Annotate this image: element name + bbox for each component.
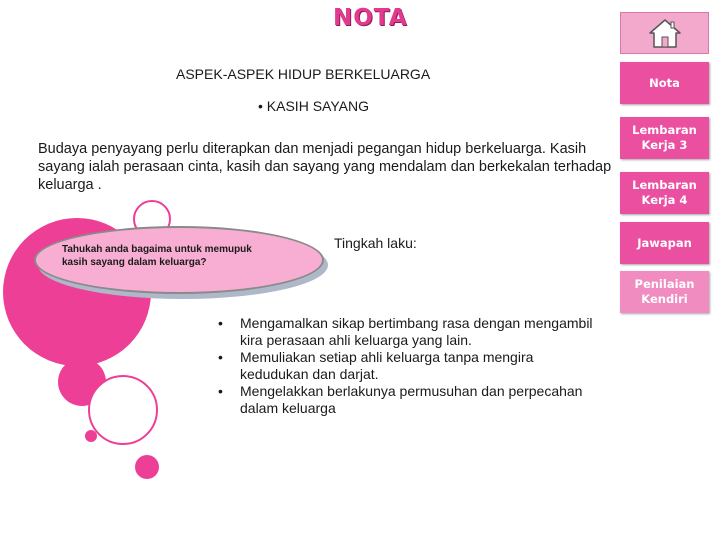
question-bubble-text: Tahukah anda bagaima untuk memupuk kasih sayang dalam keluarga?	[62, 244, 252, 268]
behaviour-title: Tingkah laku:	[334, 235, 417, 251]
behaviour-item: • Memuliakan setiap ahli keluarga tanpa mengira kedudukan dan darjat.	[220, 349, 600, 383]
section-heading: ASPEK-ASPEK HIDUP BERKELUARGA	[176, 66, 431, 82]
topic-heading: • KASIH SAYANG	[258, 98, 369, 114]
behaviour-list	[220, 315, 600, 417]
home-button[interactable]	[620, 12, 709, 54]
description-paragraph: Budaya penyayang perlu diterapkan dan menjadi pegangan hidup berkeluarga. Kasih sayang ialah perasaan cinta, kasih dan sayang yang mendalam dan berkekalan terhadap keluarga .	[38, 141, 612, 193]
home-icon	[648, 17, 682, 49]
nav-button-nota[interactable]: Nota	[620, 62, 709, 104]
decorative-circle-small	[135, 455, 159, 479]
nav-button-lembaran-kerja-3[interactable]: Lembaran Kerja 3	[620, 117, 709, 159]
nav-button-lembaran-kerja-4[interactable]: Lembaran Kerja 4	[620, 172, 709, 214]
decorative-ring-large	[88, 375, 158, 445]
behaviour-item: • Mengamalkan sikap bertimbang rasa dengan mengambil kira perasaan ahli keluarga yang lain.	[220, 315, 600, 349]
behaviour-item: • Mengelakkan berlakunya permusuhan dan perpecahan dalam keluarga	[220, 383, 600, 417]
nav-button-jawapan[interactable]: Jawapan	[620, 222, 709, 264]
page-title: NOTA	[333, 5, 408, 31]
nav-button-penilaian-kendiri[interactable]: Penilaian Kendiri	[620, 271, 709, 313]
sidebar-nav	[620, 0, 720, 540]
